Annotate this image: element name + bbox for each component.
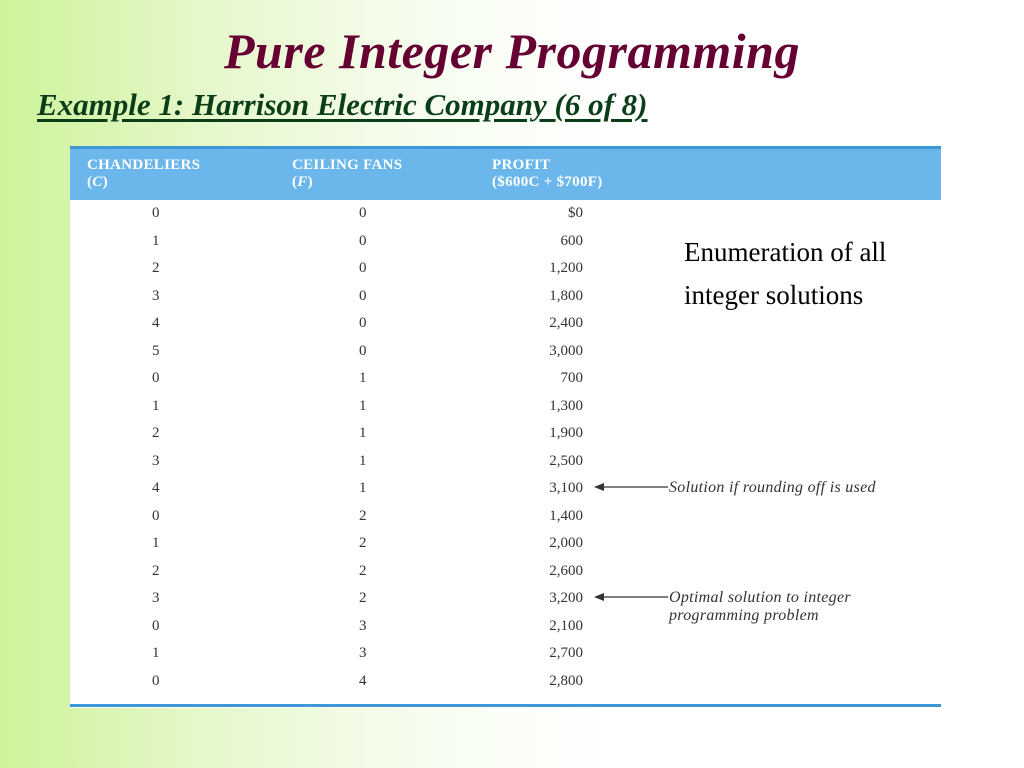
cell-chandeliers: 0 [152,507,160,524]
table-header [70,146,941,200]
cell-ceiling-fans: 0 [359,260,367,276]
header-chandeliers-var: (C) [87,174,108,190]
header-profit [492,157,603,191]
cell-chandeliers: 4 [152,480,160,496]
table-row [70,423,941,450]
cell-ceiling-fans: 3 [359,645,367,661]
cell-ceiling-fans: 0 [359,287,367,304]
cell-profit: 1,900 [549,425,583,441]
optimal-annotation-line1: Optimal solution to integer [669,589,851,606]
cell-chandeliers: 0 [152,672,160,689]
cell-chandeliers: 1 [152,535,160,551]
cell-ceiling-fans: 1 [359,452,367,469]
table-row [70,533,941,560]
header-profit-label: PROFIT [492,157,551,173]
cell-ceiling-fans: 0 [359,315,367,331]
cell-profit: 1,200 [549,260,583,276]
optimal-annotation-line2: programming problem [669,607,819,624]
table-row [70,506,941,533]
header-ceiling-fans-var: (F) [292,174,313,190]
table-row [70,313,941,340]
cell-chandeliers: 2 [152,260,160,276]
cell-chandeliers: 1 [152,397,160,414]
cell-ceiling-fans: 0 [359,205,367,221]
table-row [70,203,941,230]
cell-chandeliers: 3 [152,452,160,469]
table-row [70,368,941,395]
cell-ceiling-fans: 1 [359,425,367,441]
rounding-annotation: Solution if rounding off is used [669,479,876,496]
cell-ceiling-fans: 0 [359,342,367,359]
cell-chandeliers: 3 [152,287,160,304]
header-profit-formula: ($600C + $700F) [492,174,603,190]
table-row [70,671,941,698]
cell-ceiling-fans: 2 [359,562,367,579]
optimal-arrow-icon [594,591,669,603]
cell-ceiling-fans: 3 [359,617,367,634]
cell-ceiling-fans: 1 [359,370,367,386]
slide-subtitle: Example 1: Harrison Electric Company (6 of 8) [37,87,648,122]
cell-profit: 2,400 [549,315,583,331]
enumeration-note [684,231,944,317]
cell-chandeliers: 1 [152,232,160,249]
cell-chandeliers: 1 [152,645,160,661]
table-row [70,396,941,423]
cell-chandeliers: 4 [152,315,160,331]
header-ceiling-fans-label: CEILING FANS [292,157,403,173]
cell-profit: 2,800 [549,672,583,689]
header-ceiling-fans [292,157,402,191]
table-row [70,561,941,588]
header-chandeliers-label: CHANDELIERS [87,157,201,173]
enumeration-note-line2: integer solutions [684,280,864,310]
slide-title: Pure Integer Programming [224,23,800,79]
cell-chandeliers: 0 [152,205,160,221]
cell-profit: $0 [568,205,583,221]
cell-chandeliers: 2 [152,425,160,441]
cell-chandeliers: 2 [152,562,160,579]
cell-ceiling-fans: 2 [359,507,367,524]
optimal-annotation [669,589,851,625]
cell-chandeliers: 5 [152,342,160,359]
cell-profit: 700 [560,370,583,386]
cell-ceiling-fans: 1 [359,397,367,414]
cell-profit: 600 [560,232,583,249]
cell-ceiling-fans: 4 [359,672,367,689]
cell-profit: 3,000 [549,342,583,359]
cell-profit: 3,100 [549,480,583,496]
cell-chandeliers: 0 [152,617,160,634]
cell-ceiling-fans: 0 [359,232,367,249]
cell-chandeliers: 0 [152,370,160,386]
table-row [70,341,941,368]
enumeration-note-line1: Enumeration of all [684,237,887,267]
cell-ceiling-fans: 2 [359,535,367,551]
cell-ceiling-fans: 2 [359,590,367,606]
cell-ceiling-fans: 1 [359,480,367,496]
cell-profit: 3,200 [549,590,583,606]
cell-profit: 1,400 [549,507,583,524]
table-row [70,451,941,478]
cell-profit: 2,500 [549,452,583,469]
table-row [70,643,941,670]
cell-chandeliers: 3 [152,590,160,606]
cell-profit: 2,000 [549,535,583,551]
rounding-arrow-icon [594,481,669,493]
cell-profit: 1,800 [549,287,583,304]
cell-profit: 2,600 [549,562,583,579]
cell-profit: 2,100 [549,617,583,634]
cell-profit: 1,300 [549,397,583,414]
cell-profit: 2,700 [549,645,583,661]
header-chandeliers [87,157,200,191]
table-bottom-rule [70,704,941,707]
